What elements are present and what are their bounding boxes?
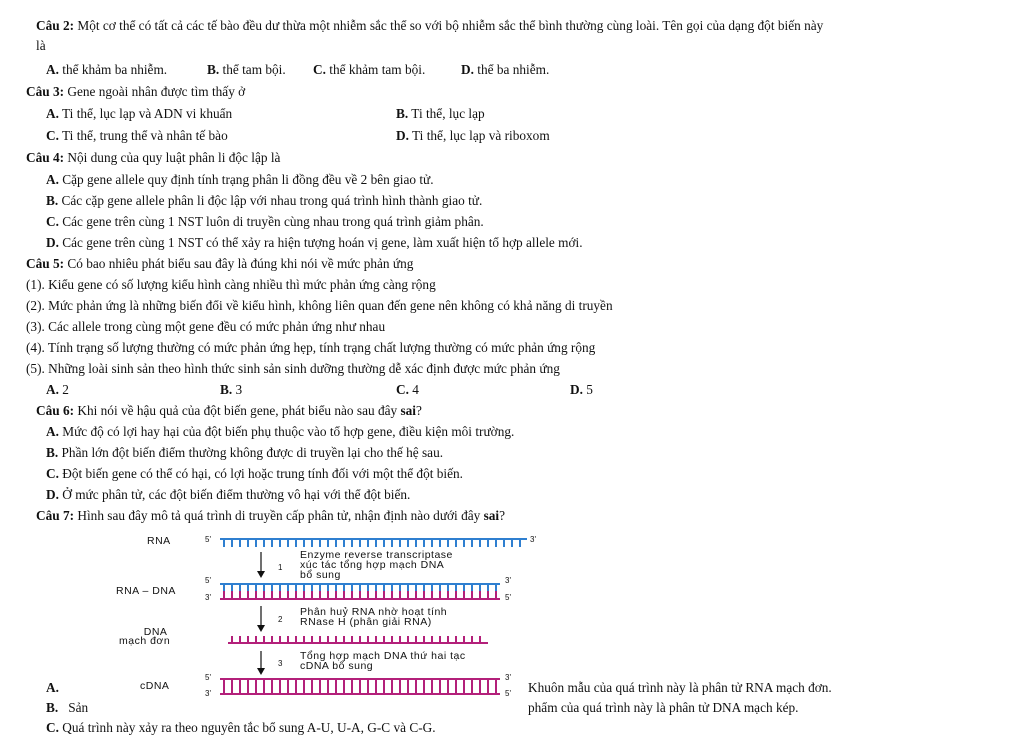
option-key: D. (46, 487, 59, 502)
option-text: Ti thể, lục lạp và ADN vi khuẩn (58, 106, 233, 121)
option-key: B. (46, 193, 59, 208)
option-key: C. (46, 128, 59, 143)
step-1-line: bổ sung (300, 569, 341, 581)
step-1-text (300, 550, 453, 580)
hybrid-5-prime: 5' (205, 576, 211, 585)
step-2-line: Phân huỷ RNA nhờ hoạt tính (300, 606, 448, 618)
option-text: thể ba nhiễm. (473, 62, 550, 77)
option-text: Quá trình này xảy ra theo nguyên tắc bổ sung A-U, U-A, G-C và C-G. (58, 720, 436, 735)
q7-emph: sai (483, 508, 500, 523)
hybrid-dna-strand (220, 591, 500, 599)
rna-dna-label: RNA – DNA (116, 585, 176, 597)
option-key: D. (461, 62, 474, 77)
q2-label: Câu 2: (36, 18, 75, 33)
q4-text: Nội dung của quy luật phân li độc lập là (64, 150, 281, 165)
step-2-line: RNase H (phân giải RNA) (300, 616, 432, 628)
step-1-number: 1 (278, 563, 283, 572)
option-key: B. (46, 700, 59, 715)
step-2-text (300, 607, 447, 627)
option-text: Các gene trên cùng 1 NST có thể xảy ra hiện tượng hoán vị gene, làm xuất hiện tổ hợp allele mới. (58, 235, 583, 250)
q4-label: Câu 4: (26, 150, 65, 165)
option-text: Cặp gene allele quy định tính trạng phân li đồng đều về 2 bên giao tử. (58, 172, 434, 187)
arrow-step-3 (257, 651, 265, 675)
step-3-line: cDNA bổ sung (300, 660, 374, 672)
step-2-number: 2 (278, 615, 283, 624)
option-text: Sản (68, 700, 89, 715)
option-key: B. (396, 106, 409, 121)
rna-label: RNA (147, 535, 171, 547)
option-text: 4 (408, 382, 419, 397)
q7-option-a-key[interactable] (46, 680, 59, 696)
q6-label: Câu 6: (36, 403, 75, 418)
hybrid-5-prime-right: 5' (505, 593, 511, 602)
option-text: 3 (232, 382, 243, 397)
rna-strand (220, 539, 527, 547)
q7-end: ? (499, 508, 506, 523)
q7-option-b[interactable] (46, 700, 88, 716)
cdna-3-prime: 3' (205, 689, 211, 698)
option-key: C. (46, 466, 59, 481)
single-dna-strand (228, 636, 488, 643)
option-key: A. (46, 62, 59, 77)
dna-label-line: mạch đơn (119, 635, 171, 647)
hybrid-3-prime-right: 3' (505, 576, 511, 585)
option-key: B. (46, 445, 59, 460)
q5-statement: (4). Tính trạng số lượng thường có mức phản ứng hẹp, tính trạng chất lượng thường có mức phản ứng rộng (26, 340, 596, 355)
cdna-top-strand (220, 679, 500, 687)
q7-option-a-text[interactable]: Khuôn mẫu của quá trình này là phân tử RNA mạch đơn. (528, 680, 832, 695)
step-3-number: 3 (278, 659, 283, 668)
q5-label: Câu 5: (26, 256, 65, 271)
q5-text: Có bao nhiêu phát biểu sau đây là đúng khi nói về mức phản ứng (64, 256, 414, 271)
q7-label: Câu 7: (36, 508, 75, 523)
rna-5-prime: 5' (205, 535, 211, 544)
step-3-text (300, 651, 466, 671)
q7-option-c[interactable] (46, 720, 436, 736)
option-text: Ở mức phân tử, các đột biến điểm thường vô hại với thể đột biến. (58, 487, 411, 502)
step-1-line: xúc tác tổng hợp mạch DNA (300, 559, 445, 571)
q5-statement: (2). Mức phản ứng là những biến đổi về kiểu hình, không liên quan đến gene nên không có khả năng di truyền (26, 298, 613, 313)
arrow-step-2 (257, 606, 265, 632)
option-key: B. (220, 382, 233, 397)
rna-3-prime: 3' (530, 535, 536, 544)
q3-label: Câu 3: (26, 84, 65, 99)
q2-text: Một cơ thể có tất cả các tế bào đều dư thừa một nhiễm sắc thể so với bộ nhiễm sắc thể bình thường cùng loài. Tên gọi của dạng đột biến này (74, 18, 824, 33)
option-text: Ti thể, lục lạp và riboxom (408, 128, 550, 143)
option-text: thể khảm ba nhiễm. (58, 62, 168, 77)
arrow-step-1 (257, 552, 265, 578)
option-key: C. (313, 62, 326, 77)
q6-emph: sai (400, 403, 416, 418)
option-key: A. (46, 424, 59, 439)
q7-option-b-cont[interactable]: phẩm của quá trình này là phân tử DNA mạch kép. (528, 700, 799, 715)
cdna-5-prime-right: 5' (505, 689, 511, 698)
q7-text: Hình sau đây mô tả quá trình di truyền cấp phân tử, nhận định nào dưới đây (74, 508, 484, 523)
q6-text: Khi nói về hậu quả của đột biến gene, phát biểu nào sau đây (74, 403, 401, 418)
option-text: 5 (582, 382, 593, 397)
hybrid-rna-strand (220, 584, 500, 592)
dna-label-line: DNA (143, 626, 168, 638)
q5-statement: (3). Các allele trong cùng một gene đều có mức phản ứng như nhau (26, 319, 386, 334)
option-text: 2 (58, 382, 69, 397)
option-key: D. (570, 382, 583, 397)
option-text: thể tam bội. (219, 62, 286, 77)
step-1-line: Enzyme reverse transcriptase (300, 549, 453, 561)
option-key: D. (396, 128, 409, 143)
option-key: A. (46, 382, 59, 397)
option-text: Phần lớn đột biến điểm thường không được di truyền lại cho thế hệ sau. (58, 445, 444, 460)
option-text: Ti thể, trung thể và nhân tế bào (58, 128, 228, 143)
option-key: A. (46, 106, 59, 121)
cdna-5-prime: 5' (205, 673, 211, 682)
option-text: Đột biến gene có thể có hại, có lợi hoặc trung tính đối với một thể đột biến. (58, 466, 463, 481)
step-3-line: Tổng hợp mạch DNA thứ hai tạc (300, 650, 466, 662)
option-text: Các cặp gene allele phân li độc lập với nhau trong quá trình hình thành giao tử. (58, 193, 483, 208)
cdna-bottom-strand (220, 686, 500, 694)
option-key: C. (396, 382, 409, 397)
option-text: Mức độ có lợi hay hại của đột biến phụ thuộc vào tổ hợp gene, điều kiện môi trường. (58, 424, 515, 439)
option-key: A. (46, 172, 59, 187)
option-key: C. (46, 214, 59, 229)
q6-end: ? (416, 403, 422, 418)
q5-statement: (1). Kiểu gene có số lượng kiểu hình càng nhiều thì mức phản ứng càng rộng (26, 277, 436, 292)
option-text: Các gene trên cùng 1 NST luôn di truyền cùng nhau trong quá trình giảm phân. (58, 214, 484, 229)
option-key: B. (207, 62, 220, 77)
q5-statement: (5). Những loài sinh sản theo hình thức sinh sản sinh dưỡng thường dễ xác định được mức phản ứng (26, 361, 560, 376)
option-key: D. (46, 235, 59, 250)
option-text: thể khảm tam bội. (325, 62, 426, 77)
option-text: Ti thể, lục lạp (408, 106, 485, 121)
hybrid-3-prime: 3' (205, 593, 211, 602)
dna-single-label (119, 626, 171, 647)
q2-stem-cont: là (36, 38, 46, 53)
option-key: A. (46, 680, 59, 695)
cdna-label: cDNA (140, 680, 170, 692)
option-key: C. (46, 720, 59, 735)
q3-text: Gene ngoài nhân được tìm thấy ở (64, 84, 246, 99)
cdna-3-prime-right: 3' (505, 673, 511, 682)
